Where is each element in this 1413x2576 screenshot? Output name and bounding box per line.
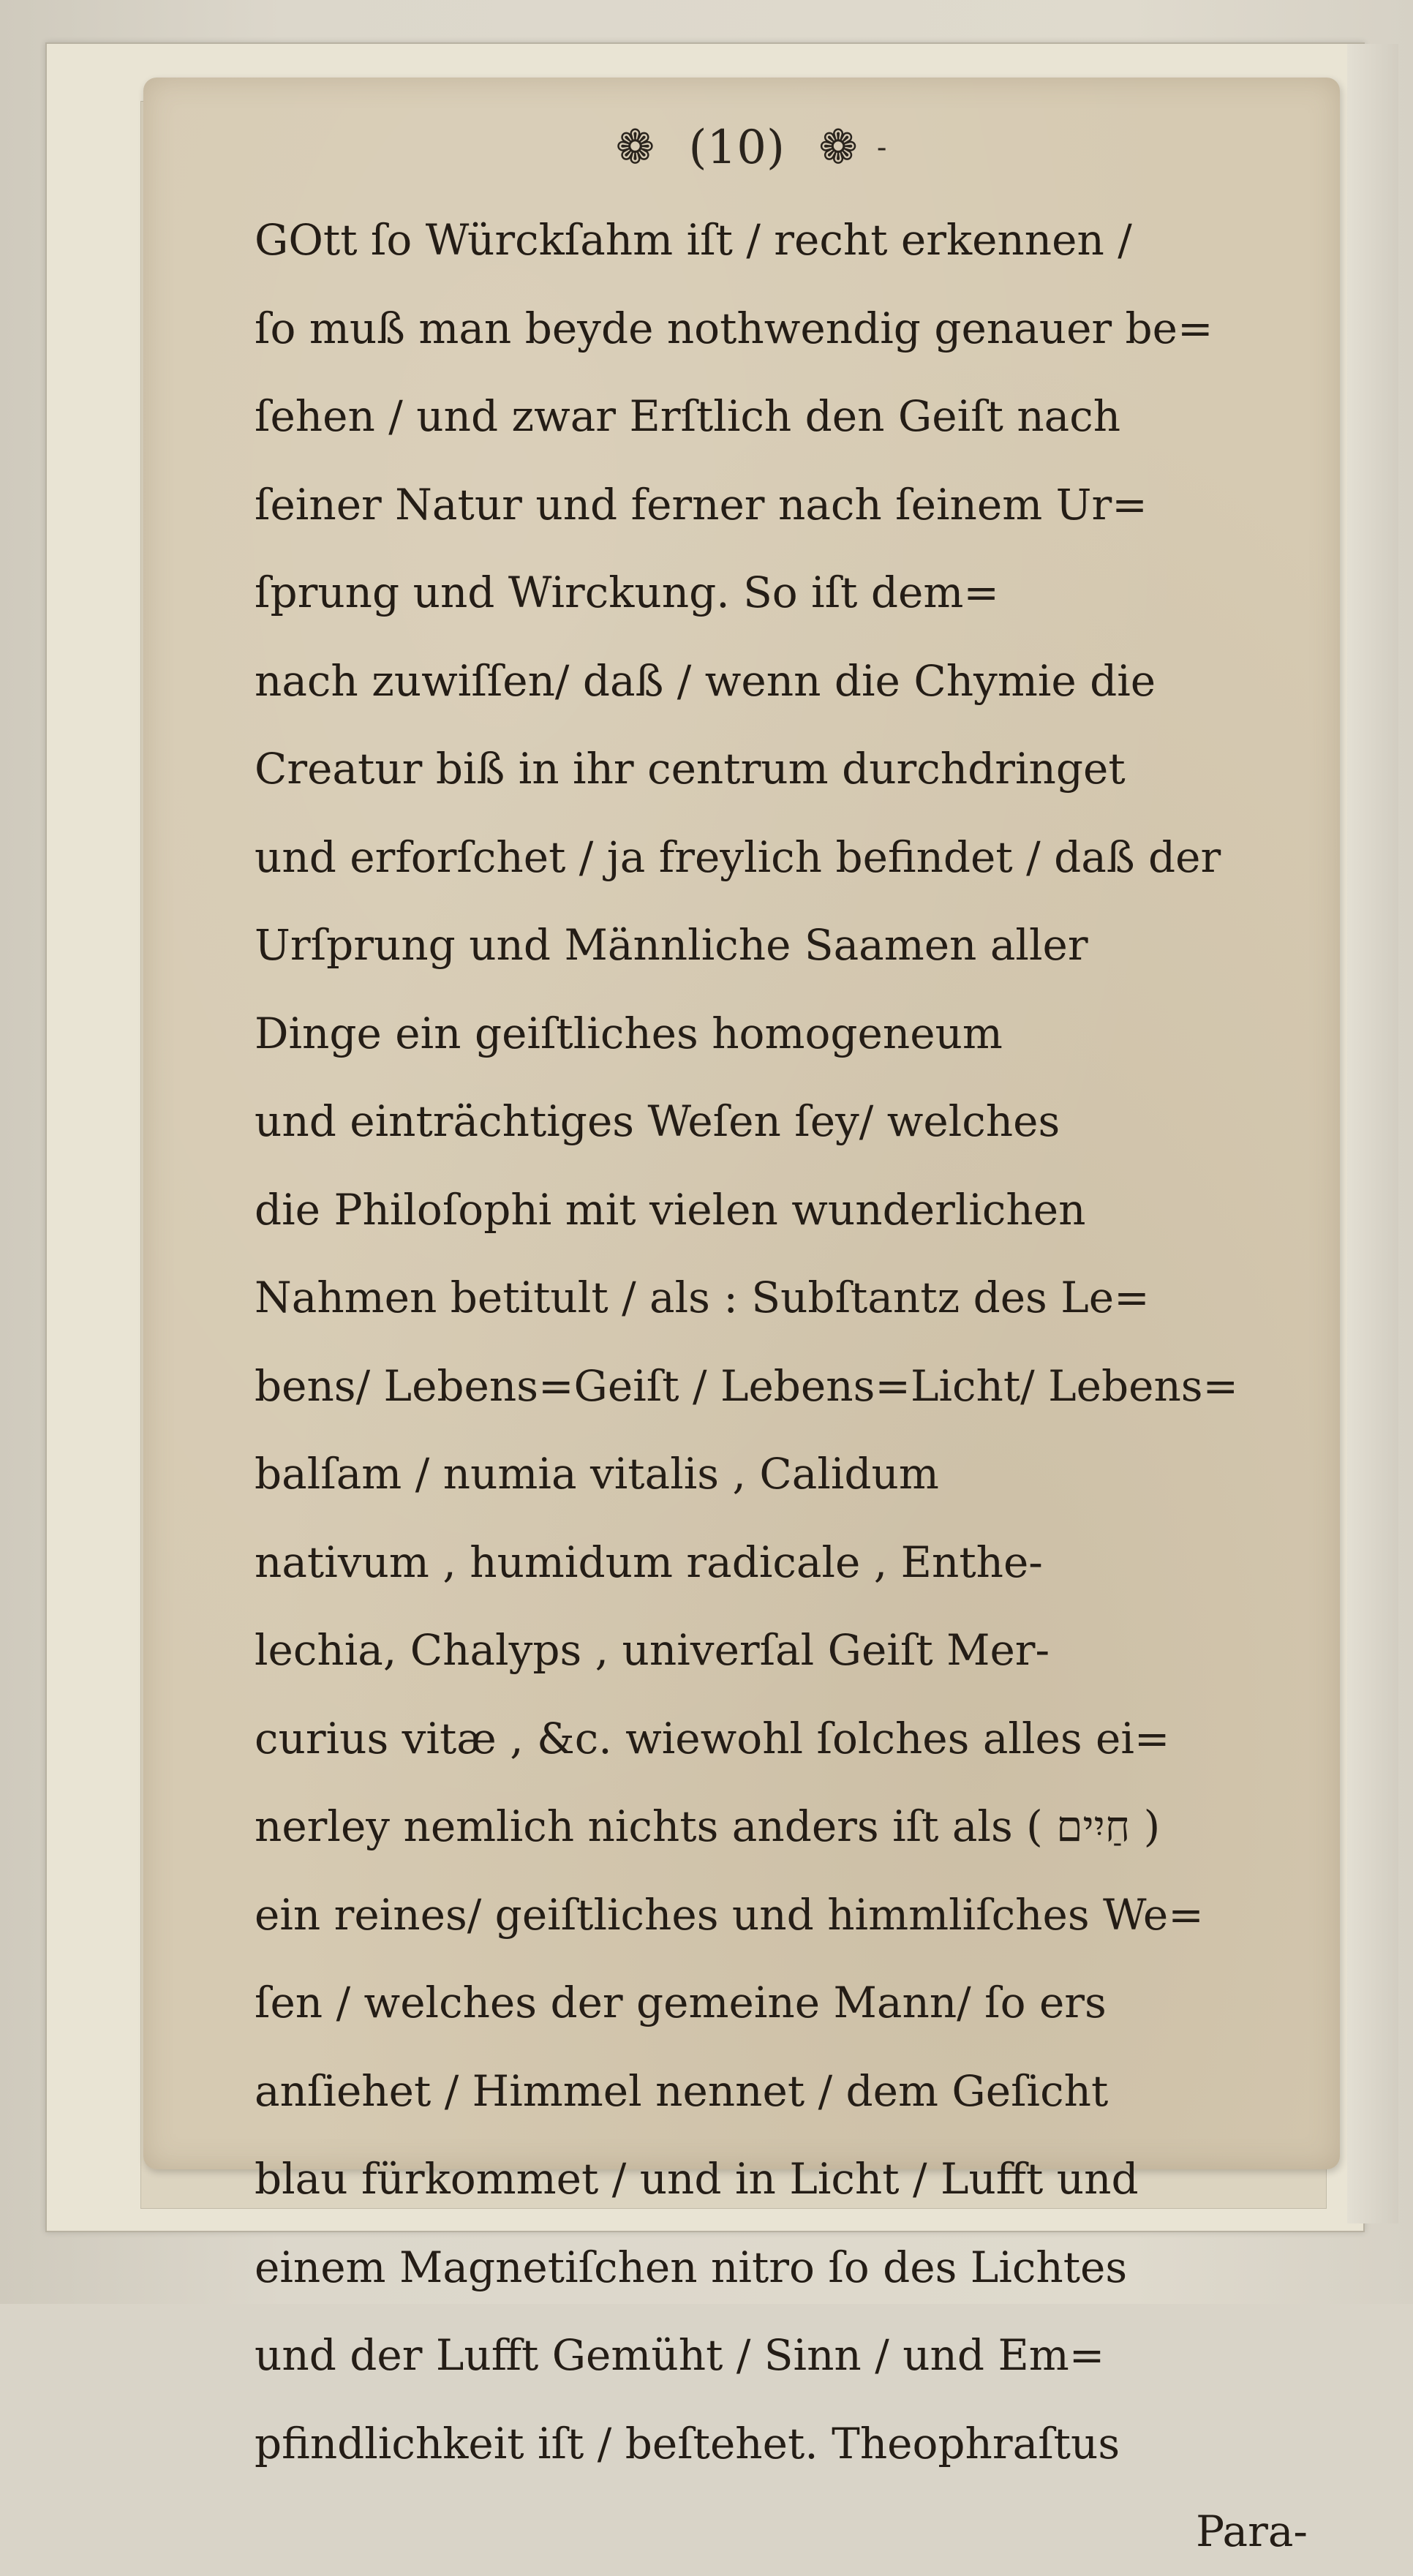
text-line: ein reines/ geiſtliches und himmliſches We=	[255, 1889, 1204, 1940]
text-line: pfindlichkeit iſt / beſtehet. Theophraſtus	[255, 2418, 1120, 2468]
text-line: curius vitæ , &c. wiewohl ſolches alles ei=	[255, 1713, 1170, 1763]
text-line: und einträchtiges Weſen ſey/ welches	[255, 1096, 1060, 1146]
text-line: ſo muß man beyde nothwendig genauer be=	[255, 303, 1213, 353]
text-line: Urſprung und Männliche Saamen aller	[255, 920, 1088, 970]
text-line: und erforſchet / ja freylich befindet / daß der	[255, 832, 1221, 882]
text-line: und der Lufft Gemüht / Sinn / und Em=	[255, 2330, 1105, 2380]
header-dash: -	[876, 131, 887, 165]
text-line: ſehen / und zwar Erſtlich den Geiſt nach	[255, 391, 1121, 441]
text-line: ſen / welches der gemeine Mann/ ſo ers	[255, 1978, 1107, 2027]
text-line: einem Magnetiſchen nitro ſo des Lichtes	[255, 2242, 1128, 2292]
text-line: nativum , humidum radicale , Enthe-	[255, 1537, 1043, 1587]
text-line: nerley nemlich nichts anders iſt als ( חַיִים )	[255, 1801, 1161, 1851]
text-line: Nahmen betitult / als : Subſtantz des Le=	[255, 1273, 1150, 1322]
catchword: Para-	[1196, 2507, 1308, 2556]
text-line: nach zuwiſſen/ daß / wenn die Chymie die	[255, 655, 1156, 706]
page-number: (10)	[688, 121, 785, 175]
text-line: die Philoſophi mit vielen wunderlichen	[255, 1184, 1086, 1235]
text-line: ſprung und Wirckung. So iſt dem=	[255, 568, 999, 617]
page-header	[143, 118, 1340, 177]
text-line: bens/ Lebens=Geiſt / Lebens=Licht/ Lebens=	[255, 1360, 1239, 1411]
text-line: lechia, Chalyps , univerſal Geiſt Mer-	[255, 1625, 1050, 1675]
text-line: blau fürkommet / und in Licht / Lufft und	[255, 2154, 1139, 2204]
text-line: GOtt ſo Würckſahm iſt / recht erkennen /	[255, 215, 1132, 265]
text-line: balſam / numia vitalis , Calidum	[255, 1449, 939, 1499]
body-text	[255, 196, 1366, 2576]
text-line: Creatur biß in ihr centrum durchdringet	[255, 744, 1126, 794]
text-line: ſeiner Natur und ferner nach ſeinem Ur=	[255, 479, 1148, 530]
text-line: Dinge ein geiſtliches homogeneum	[255, 1008, 1003, 1058]
text-line: anſiehet / Himmel nennet / dem Geſicht	[255, 2065, 1109, 2116]
flower-ornament-icon: ❁	[818, 121, 858, 175]
flower-ornament-icon: ❁	[615, 121, 655, 175]
